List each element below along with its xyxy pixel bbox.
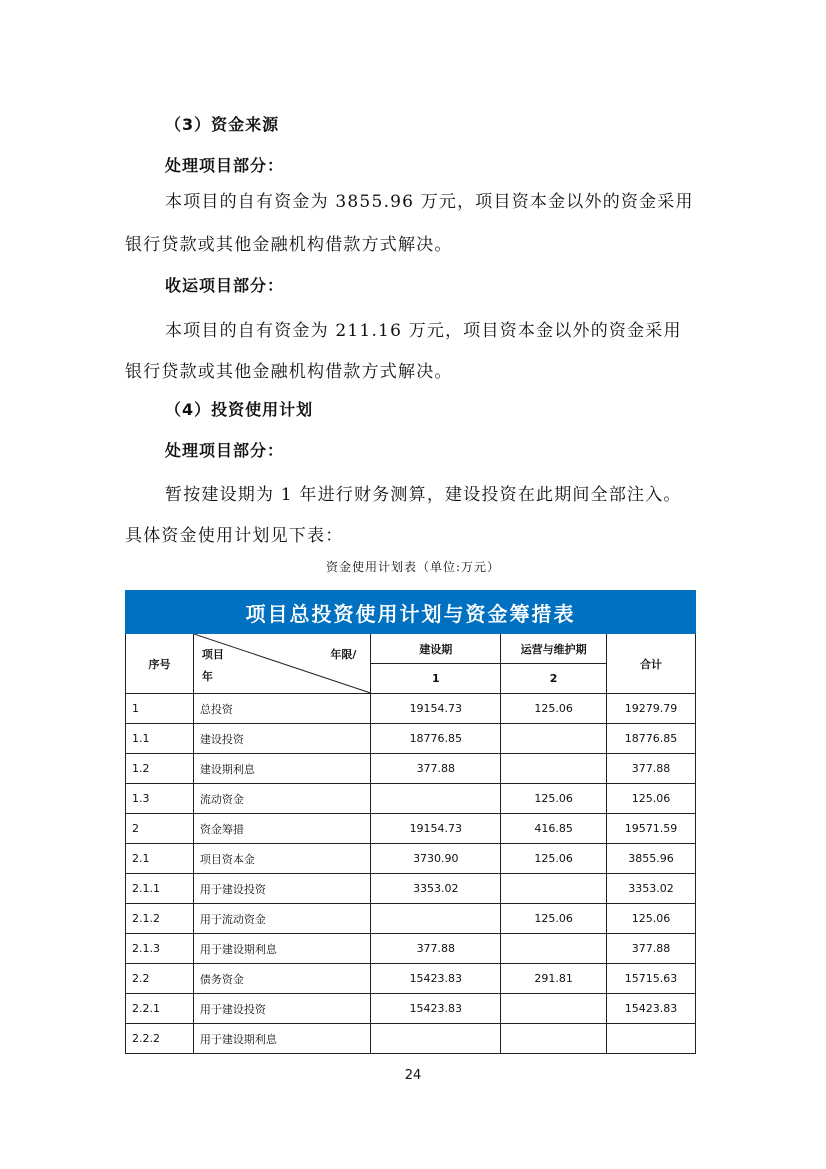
body-text-line: 暂按建设期为 1 年进行财务测算，建设投资在此期间全部注入。	[165, 485, 682, 505]
cell-total: 18776.85	[607, 724, 696, 754]
header-construction-year: 1	[371, 664, 501, 694]
cell-total: 3855.96	[607, 844, 696, 874]
cell-item: 资金筹措	[193, 814, 371, 844]
cell-total: 377.88	[607, 934, 696, 964]
body-text-line: 银行贷款或其他金融机构借款方式解决。	[125, 235, 453, 255]
cell-seq: 2.1.2	[126, 904, 194, 934]
header-year: 年	[201, 670, 213, 683]
table-title: 项目总投资使用计划与资金筹措表	[126, 591, 696, 634]
table-row	[126, 994, 696, 1024]
cell-operation: 125.06	[501, 844, 607, 874]
cell-seq: 2.2.1	[126, 994, 194, 1024]
page-number: 24	[404, 1068, 422, 1083]
section-heading: 处理项目部分：	[165, 156, 285, 175]
cell-total: 15423.83	[607, 994, 696, 1024]
cell-item: 总投资	[193, 694, 371, 724]
cell-construction: 377.88	[371, 754, 501, 784]
cell-operation	[501, 874, 607, 904]
cell-item: 用于流动资金	[193, 904, 371, 934]
table-row	[126, 754, 696, 784]
cell-construction	[371, 1024, 501, 1054]
table-row	[126, 1024, 696, 1054]
header-item-diagonal	[193, 634, 371, 694]
section-heading: （4）投资使用计划	[165, 400, 314, 419]
table-row	[126, 934, 696, 964]
cell-item: 建设期利息	[193, 754, 371, 784]
cell-seq: 2.1.1	[126, 874, 194, 904]
cell-total: 377.88	[607, 754, 696, 784]
header-operation-year: 2	[501, 664, 607, 694]
cell-construction: 19154.73	[371, 814, 501, 844]
header-item: 项目	[201, 648, 224, 661]
table-row	[126, 814, 696, 844]
cell-seq: 2	[126, 814, 194, 844]
table-row	[126, 724, 696, 754]
cell-total: 19279.79	[607, 694, 696, 724]
cell-operation	[501, 1024, 607, 1054]
cell-construction: 377.88	[371, 934, 501, 964]
cell-construction: 18776.85	[371, 724, 501, 754]
body-text-line: 本项目的自有资金为 211.16 万元，项目资本金以外的资金采用	[165, 321, 682, 341]
cell-operation	[501, 934, 607, 964]
table-row	[126, 904, 696, 934]
table-row	[126, 874, 696, 904]
cell-operation	[501, 994, 607, 1024]
cell-total	[607, 1024, 696, 1054]
cell-operation	[501, 754, 607, 784]
cell-construction	[371, 784, 501, 814]
cell-operation: 125.06	[501, 784, 607, 814]
table-row	[126, 694, 696, 724]
cell-construction: 19154.73	[371, 694, 501, 724]
cell-operation: 125.06	[501, 904, 607, 934]
cell-total: 19571.59	[607, 814, 696, 844]
cell-total: 3353.02	[607, 874, 696, 904]
body-text-line: 具体资金使用计划见下表：	[125, 526, 344, 546]
cell-item: 流动资金	[193, 784, 371, 814]
cell-item: 用于建设期利息	[193, 934, 371, 964]
header-period: 年限/	[330, 648, 357, 661]
cell-operation: 416.85	[501, 814, 607, 844]
cell-item: 用于建设期利息	[193, 1024, 371, 1054]
table-row	[126, 784, 696, 814]
cell-construction: 15423.83	[371, 994, 501, 1024]
cell-construction: 3353.02	[371, 874, 501, 904]
table-row	[126, 964, 696, 994]
cell-total: 125.06	[607, 784, 696, 814]
body-text-line: 本项目的自有资金为 3855.96 万元，项目资本金以外的资金采用	[165, 192, 694, 212]
cell-seq: 2.1.3	[126, 934, 194, 964]
investment-plan-table	[125, 590, 696, 1054]
cell-construction	[371, 904, 501, 934]
cell-item: 债务资金	[193, 964, 371, 994]
section-heading: 处理项目部分：	[165, 441, 285, 460]
cell-total: 15715.63	[607, 964, 696, 994]
header-operation: 运营与维护期	[501, 634, 607, 664]
cell-seq: 2.1	[126, 844, 194, 874]
diagonal-line	[194, 634, 371, 693]
cell-total: 125.06	[607, 904, 696, 934]
table-caption: 资金使用计划表（单位:万元）	[325, 560, 501, 574]
cell-item: 项目资本金	[193, 844, 371, 874]
header-construction: 建设期	[371, 634, 501, 664]
header-total: 合计	[607, 634, 696, 694]
cell-construction: 15423.83	[371, 964, 501, 994]
table-row	[126, 844, 696, 874]
cell-seq: 1.2	[126, 754, 194, 784]
cell-item: 用于建设投资	[193, 994, 371, 1024]
cell-item: 用于建设投资	[193, 874, 371, 904]
cell-operation: 125.06	[501, 694, 607, 724]
cell-seq: 1.3	[126, 784, 194, 814]
header-seq: 序号	[126, 634, 194, 694]
cell-operation	[501, 724, 607, 754]
cell-construction: 3730.90	[371, 844, 501, 874]
cell-item: 建设投资	[193, 724, 371, 754]
cell-operation: 291.81	[501, 964, 607, 994]
cell-seq: 1.1	[126, 724, 194, 754]
body-text-line: 银行贷款或其他金融机构借款方式解决。	[125, 362, 453, 382]
cell-seq: 2.2.2	[126, 1024, 194, 1054]
section-heading: 收运项目部分：	[165, 276, 285, 295]
section-heading: （3）资金来源	[165, 115, 280, 134]
cell-seq: 2.2	[126, 964, 194, 994]
cell-seq: 1	[126, 694, 194, 724]
